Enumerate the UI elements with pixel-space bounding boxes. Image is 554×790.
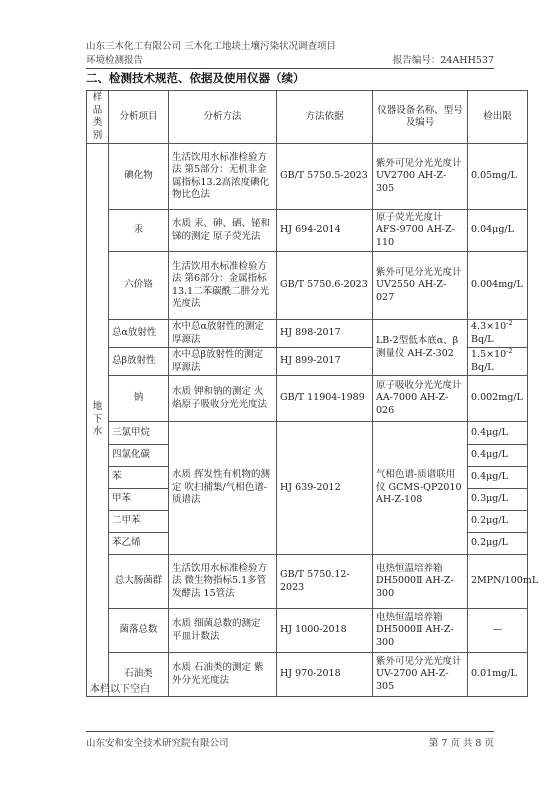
basis: HJ 898-2017 bbox=[277, 320, 373, 348]
basis: GB/T 5750.12-2023 bbox=[277, 555, 373, 609]
col-category: 样品类别 bbox=[87, 91, 109, 144]
header-company-project: 山东三木化工有限公司 三木化工地块土壤污染状况调查项目 bbox=[86, 41, 337, 52]
col-item: 分析项目 bbox=[109, 91, 169, 144]
basis: HJ 639-2012 bbox=[277, 422, 373, 555]
item: 甲苯 bbox=[109, 489, 169, 511]
item: 碘化物 bbox=[109, 144, 169, 210]
footer-rule bbox=[86, 731, 494, 732]
basis: HJ 899-2017 bbox=[277, 348, 373, 376]
item: 石油类 bbox=[109, 653, 169, 697]
item: 汞 bbox=[109, 210, 169, 252]
blank-below-note: 本栏以下空白 bbox=[90, 684, 150, 695]
detection-limit: 0.4μg/L bbox=[468, 422, 528, 445]
instrument: 原子荧光光度计 AFS-9700 AH-Z-110 bbox=[373, 210, 468, 252]
table-row bbox=[87, 376, 528, 422]
basis: GB/T 11904-1989 bbox=[277, 376, 373, 422]
instrument: LB-2型低本底α、β测量仪 AH-Z-302 bbox=[373, 320, 468, 376]
header-report-number: 报告编号：24AHH537 bbox=[392, 55, 494, 66]
table-row bbox=[87, 252, 528, 320]
table-row bbox=[87, 210, 528, 252]
method-table bbox=[86, 90, 539, 697]
item: 总α放射性 bbox=[109, 320, 169, 348]
item: 三氯甲烷 bbox=[109, 422, 169, 445]
detection-limit: — bbox=[468, 609, 528, 653]
item: 钠 bbox=[109, 376, 169, 422]
basis: HJ 970-2018 bbox=[277, 653, 373, 697]
page-number: 第 7 页 共 8 页 bbox=[428, 738, 494, 749]
detection-limit: 0.2μg/L bbox=[468, 533, 528, 555]
item: 二甲苯 bbox=[109, 511, 169, 533]
method: 水质 钾和钠的测定 火焰原子吸收分光光度法 bbox=[169, 376, 277, 422]
col-instrument: 仪器设备名称、型号及编号 bbox=[373, 91, 468, 144]
instrument: 紫外可见分光光度计 UV2700 AH-Z-305 bbox=[373, 144, 468, 210]
method: 水中总α放射性的测定 厚源法 bbox=[169, 320, 277, 348]
detection-limit: 0.3μg/L bbox=[468, 489, 528, 511]
item: 苯乙烯 bbox=[109, 533, 169, 555]
instrument: 紫外可见分光光度计 UV2550 AH-Z-027 bbox=[373, 252, 468, 320]
item: 四氯化碳 bbox=[109, 445, 169, 467]
basis: HJ 694-2014 bbox=[277, 210, 373, 252]
col-limit: 检出限 bbox=[468, 91, 528, 144]
detection-limit: 2MPN/100mL bbox=[468, 555, 528, 609]
table-row bbox=[87, 653, 528, 697]
table-row bbox=[87, 422, 528, 445]
header-report-title: 环境检测报告 bbox=[86, 55, 144, 66]
col-method: 分析方法 bbox=[169, 91, 277, 144]
method: 水中总β放射性的测定 厚源法 bbox=[169, 348, 277, 376]
detection-limit: $1.5\times 10^{-2}$ Bq/L bbox=[468, 348, 528, 376]
item: 总β放射性 bbox=[109, 348, 169, 376]
sample-category: 地下水 bbox=[87, 144, 109, 697]
item: 菌落总数 bbox=[109, 609, 169, 653]
method: 水质 挥发性有机物的测定 吹扫捕集/气相色谱-质谱法 bbox=[169, 422, 277, 555]
detection-limit: 0.004mg/L bbox=[468, 252, 528, 320]
detection-limit: 0.2μg/L bbox=[468, 511, 528, 533]
method: 生活饮用水标准检验方法 第6部分：金属指标13.1二苯碳酰二肼分光光度法 bbox=[169, 252, 277, 320]
table-header-row bbox=[87, 91, 528, 144]
header-rule bbox=[86, 68, 494, 69]
detection-limit: 0.4μg/L bbox=[468, 445, 528, 467]
detection-limit: 0.01mg/L bbox=[468, 653, 528, 697]
basis: GB/T 5750.6-2023 bbox=[277, 252, 373, 320]
method: 水质 细菌总数的测定 平皿计数法 bbox=[169, 609, 277, 653]
instrument: 原子吸收分光光度计 AA-7000 AH-Z-026 bbox=[373, 376, 468, 422]
detection-limit: 0.04μg/L bbox=[468, 210, 528, 252]
detection-limit: 0.05mg/L bbox=[468, 144, 528, 210]
item: 苯 bbox=[109, 467, 169, 489]
instrument: 气相色谱-质谱联用仪 GCMS-QP2010 AH-Z-108 bbox=[373, 422, 468, 555]
col-basis: 方法依据 bbox=[277, 91, 373, 144]
table-row bbox=[87, 555, 528, 609]
instrument: 电热恒温培养箱 DH5000Ⅱ AH-Z-300 bbox=[373, 555, 468, 609]
table-row bbox=[87, 609, 528, 653]
basis: GB/T 5750.5-2023 bbox=[277, 144, 373, 210]
method: 水质 石油类的测定 紫外分光光度法 bbox=[169, 653, 277, 697]
table-row bbox=[87, 144, 528, 210]
detection-limit: 0.002mg/L bbox=[468, 376, 528, 422]
method: 水质 汞、砷、硒、铋和锑的测定 原子荧光法 bbox=[169, 210, 277, 252]
section-title: 二、检测技术规范、依据及使用仪器（续） bbox=[86, 71, 305, 85]
detection-limit: $4.3\times 10^{-2}$ Bq/L bbox=[468, 320, 528, 348]
instrument: 紫外可见分光光度计 UV-2700 AH-Z-305 bbox=[373, 653, 468, 697]
item: 总大肠菌群 bbox=[109, 555, 169, 609]
method: 生活饮用水标准检验方法 微生物指标5.1多管发酵法 15管法 bbox=[169, 555, 277, 609]
table-row bbox=[87, 320, 528, 348]
item: 六价铬 bbox=[109, 252, 169, 320]
method: 生活饮用水标准检验方法 第5部分：无机非金属指标13.2高浓度碘化物比色法 bbox=[169, 144, 277, 210]
detection-limit: 0.4μg/L bbox=[468, 467, 528, 489]
basis: HJ 1000-2018 bbox=[277, 609, 373, 653]
footer-organization: 山东安和安全技术研究院有限公司 bbox=[86, 738, 229, 749]
instrument: 电热恒温培养箱 DH5000Ⅱ AH-Z-300 bbox=[373, 609, 468, 653]
